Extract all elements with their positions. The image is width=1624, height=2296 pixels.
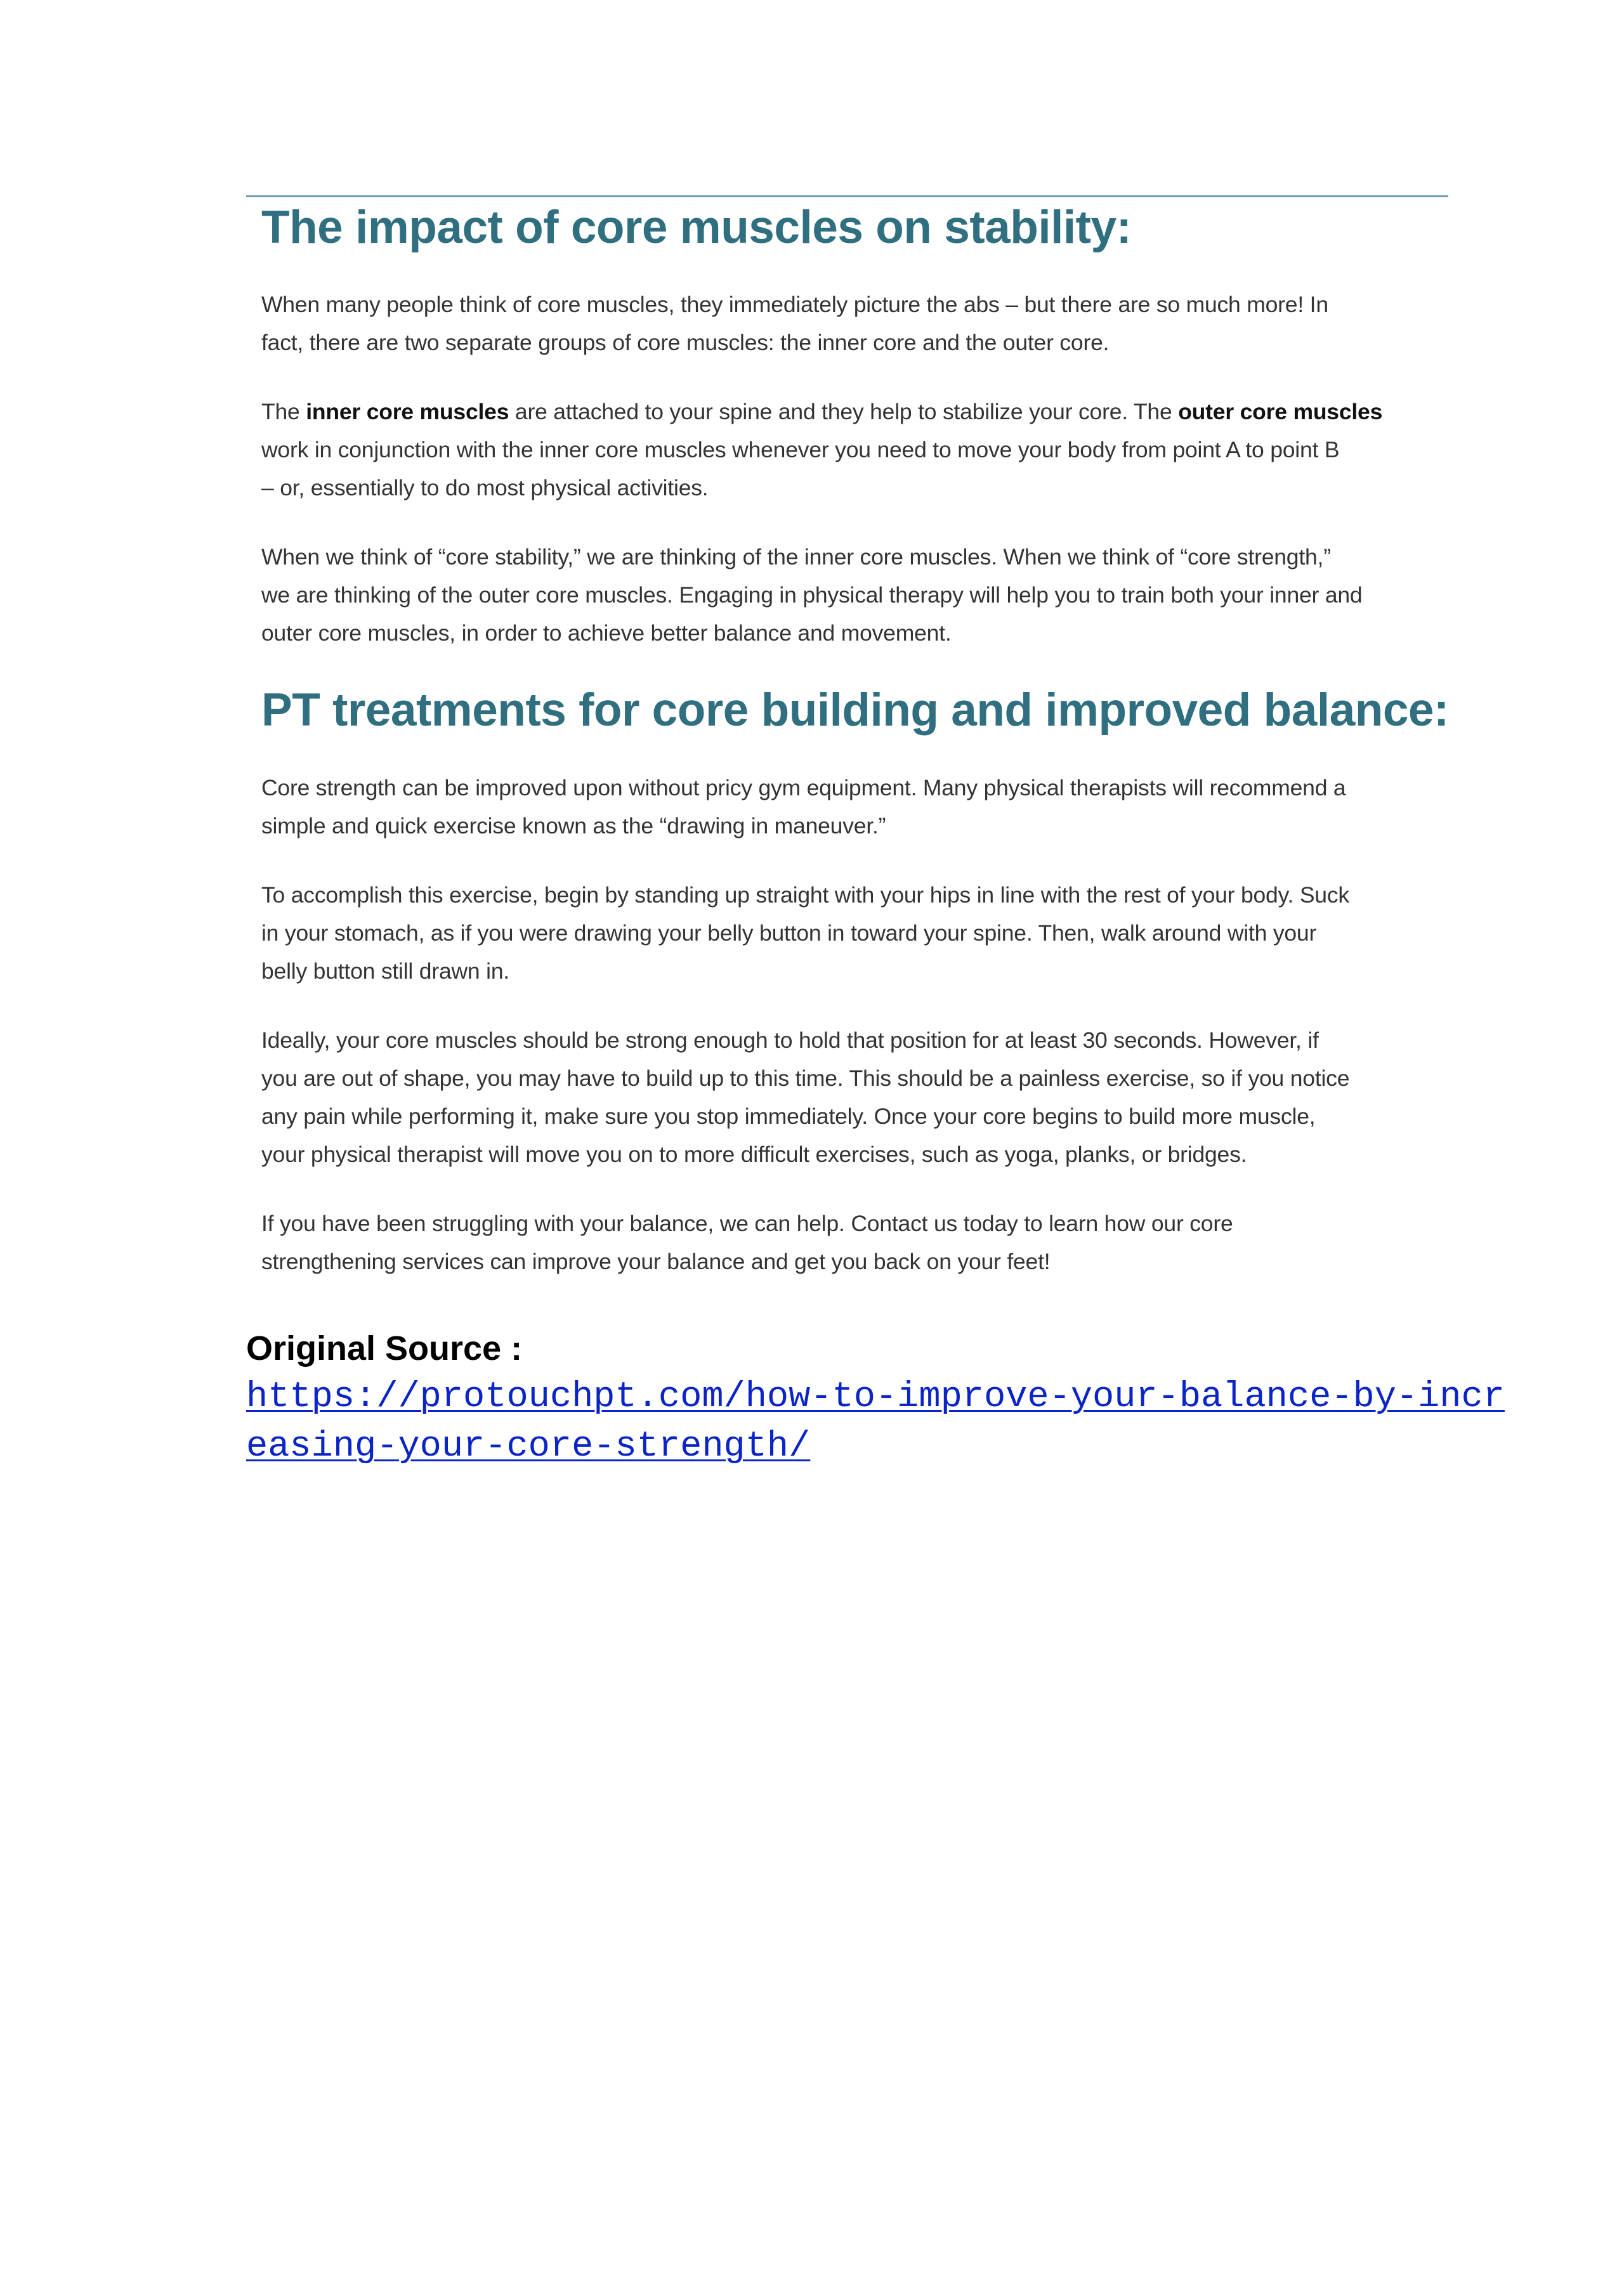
top-divider [246, 195, 1448, 197]
link-line: https://protouchpt.com/how-to-improve-your-balance-by-incr [246, 1377, 1505, 1418]
source-block [246, 1324, 1505, 1471]
paragraph-inner-outer-core [261, 393, 1442, 507]
paragraph-contact-cta [261, 1204, 1442, 1281]
paragraph-drawing-in-maneuver [261, 769, 1442, 845]
text-line: we are thinking of the outer core muscles. Engaging in physical therapy will help you to train both your inner and [261, 582, 1363, 608]
source-label: Original Source : [246, 1329, 523, 1367]
paragraph-hold-duration [261, 1021, 1442, 1173]
text-line: When we think of “core stability,” we are thinking of the inner core muscles. When we think of “core strength,” [261, 544, 1331, 570]
bold-outer-core-muscles: outer core muscles [1178, 399, 1383, 424]
source-link[interactable] [246, 1373, 1505, 1471]
text-line: If you have been struggling with your balance, we can help. Contact us today to learn how our core [261, 1211, 1233, 1236]
link-line: easing-your-core-strength/ [246, 1426, 811, 1467]
heading-core-stability: The impact of core muscles on stability: [261, 202, 1132, 253]
text-line: To accomplish this exercise, begin by standing up straight with your hips in line with the rest of your body. Suck [261, 882, 1349, 908]
text-line: you are out of shape, you may have to build up to this time. This should be a painless exercise, so if you notice [261, 1066, 1350, 1091]
heading-pt-treatments: PT treatments for core building and improved balance: [261, 684, 1449, 736]
text-segment: The [261, 399, 306, 424]
text-line: Ideally, your core muscles should be strong enough to hold that position for at least 30 seconds. However, if [261, 1027, 1319, 1053]
text-line: simple and quick exercise known as the “drawing in maneuver.” [261, 813, 886, 838]
text-segment: are attached to your spine and they help to stabilize your core. The [509, 399, 1179, 424]
text-line: any pain while performing it, make sure you stop immediately. Once your core begins to build more muscle, [261, 1104, 1316, 1129]
paragraph-exercise-steps [261, 876, 1442, 990]
text-line: in your stomach, as if you were drawing your belly button in toward your spine. Then, walk around with your [261, 920, 1317, 946]
text-line: outer core muscles, in order to achieve better balance and movement. [261, 620, 952, 646]
article-screenshot [246, 195, 1448, 1281]
text-line: strengthening services can improve your balance and get you back on your feet! [261, 1249, 1051, 1274]
text-line [261, 393, 1442, 431]
article-body [246, 200, 1448, 1281]
text-line: your physical therapist will move you on to more difficult exercises, such as yoga, planks, or bridges. [261, 1142, 1247, 1167]
paragraph-stability-strength [261, 538, 1442, 652]
text-line: belly button still drawn in. [261, 958, 510, 984]
text-line: Core strength can be improved upon without pricy gym equipment. Many physical therapists will recommend a [261, 775, 1346, 800]
paragraph-intro [261, 285, 1442, 362]
text-line: When many people think of core muscles, they immediately picture the abs – but there are so much more! In [261, 292, 1328, 317]
text-line: work in conjunction with the inner core muscles whenever you need to move your body from point A to point B [261, 437, 1340, 462]
bold-inner-core-muscles: inner core muscles [306, 399, 509, 424]
text-line: – or, essentially to do most physical activities. [261, 475, 709, 500]
text-line: fact, there are two separate groups of core muscles: the inner core and the outer core. [261, 330, 1110, 355]
